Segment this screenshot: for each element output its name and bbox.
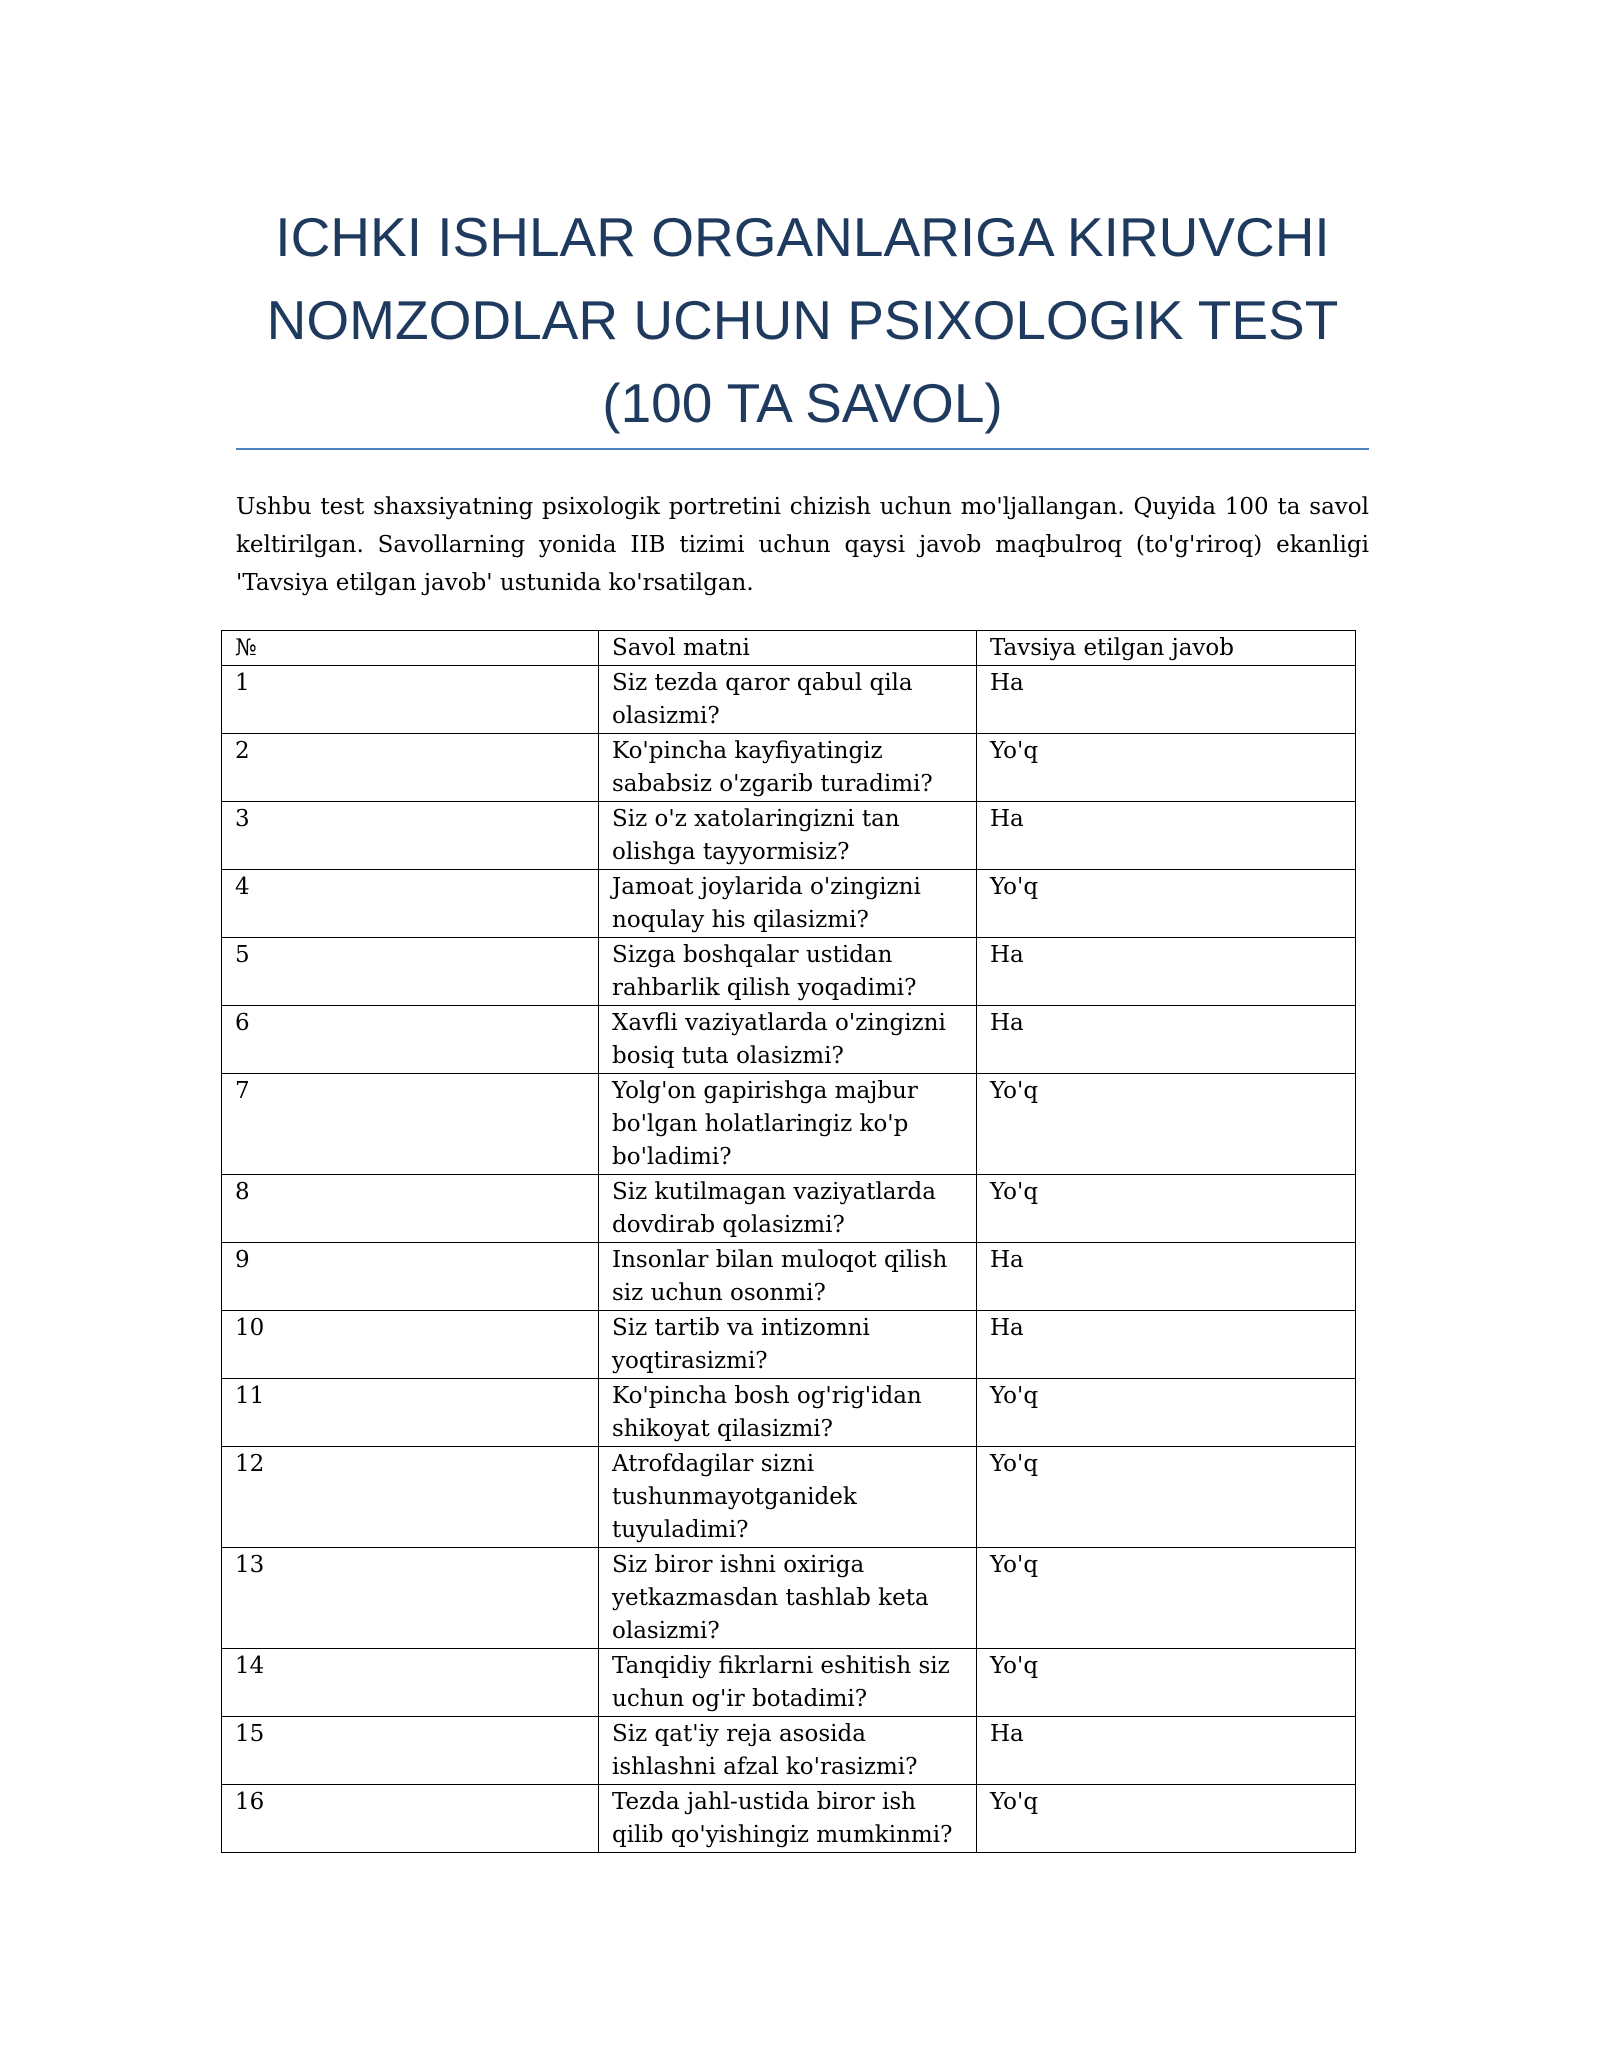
table-row: [222, 1311, 1356, 1379]
row-number: 7: [222, 1074, 599, 1175]
row-question: Siz kutilmagan vaziyatlarda dovdirab qolasizmi?: [599, 1175, 977, 1243]
table-row: [222, 1447, 1356, 1548]
row-number: 9: [222, 1243, 599, 1311]
row-answer: Yo'q: [977, 1548, 1356, 1649]
row-answer: Yo'q: [977, 1175, 1356, 1243]
row-question: Yolg'on gapirishga majbur bo'lgan holatlaringiz ko'p bo'ladimi?: [599, 1074, 977, 1175]
header-number: №: [222, 631, 599, 666]
table-row: [222, 802, 1356, 870]
table-row: [222, 1006, 1356, 1074]
row-answer: Ha: [977, 938, 1356, 1006]
row-answer: Yo'q: [977, 1649, 1356, 1717]
row-number: 12: [222, 1447, 599, 1548]
row-answer: Ha: [977, 1006, 1356, 1074]
row-question: Sizga boshqalar ustidan rahbarlik qilish yoqadimi?: [599, 938, 977, 1006]
row-question: Atrofdagilar sizni tushunmayotganidek tuyuladimi?: [599, 1447, 977, 1548]
row-question: Jamoat joylarida o'zingizni noqulay his qilasizmi?: [599, 870, 977, 938]
row-question: Ko'pincha bosh og'rig'idan shikoyat qilasizmi?: [599, 1379, 977, 1447]
row-answer: Yo'q: [977, 870, 1356, 938]
row-question: Xavfli vaziyatlarda o'zingizni bosiq tuta olasizmi?: [599, 1006, 977, 1074]
header-answer: Tavsiya etilgan javob: [977, 631, 1356, 666]
row-number: 8: [222, 1175, 599, 1243]
row-number: 6: [222, 1006, 599, 1074]
table-row: [222, 1717, 1356, 1785]
row-number: 14: [222, 1649, 599, 1717]
row-number: 10: [222, 1311, 599, 1379]
row-answer: Yo'q: [977, 1074, 1356, 1175]
table-row: [222, 1785, 1356, 1853]
intro-paragraph: Ushbu test shaxsiyatning psixologik portretini chizish uchun mo'ljallangan. Quyida 100 ta savol keltirilgan. Savollarning yonida IIB tizimi uchun qaysi javob maqbulroq (to'g'riroq) ekanligi 'Tavsiya etilgan javob' ustunida ko'rsatilgan.: [236, 494, 1369, 596]
row-question: Tezda jahl-ustida biror ish qilib qo'yishingiz mumkinmi?: [599, 1785, 977, 1853]
table-row: [222, 870, 1356, 938]
row-question: Siz qat'iy reja asosida ishlashni afzal ko'rasizmi?: [599, 1717, 977, 1785]
row-answer: Yo'q: [977, 734, 1356, 802]
row-question: Tanqidiy fikrlarni eshitish siz uchun og'ir botadimi?: [599, 1649, 977, 1717]
row-answer: Yo'q: [977, 1785, 1356, 1853]
table-row: [222, 734, 1356, 802]
row-question: Ko'pincha kayfiyatingiz sababsiz o'zgarib turadimi?: [599, 734, 977, 802]
row-number: 1: [222, 666, 599, 734]
row-number: 2: [222, 734, 599, 802]
table-row: [222, 1379, 1356, 1447]
row-answer: Yo'q: [977, 1379, 1356, 1447]
row-question: Siz tezda qaror qabul qila olasizmi?: [599, 666, 977, 734]
table-row: [222, 1243, 1356, 1311]
questions-table: [221, 630, 1356, 1853]
table-row: [222, 938, 1356, 1006]
row-number: 5: [222, 938, 599, 1006]
table-row: [222, 1175, 1356, 1243]
row-number: 11: [222, 1379, 599, 1447]
row-number: 16: [222, 1785, 599, 1853]
title-underline: [236, 448, 1369, 450]
row-number: 3: [222, 802, 599, 870]
table-row: [222, 1074, 1356, 1175]
table-row: [222, 666, 1356, 734]
row-number: 15: [222, 1717, 599, 1785]
row-answer: Yo'q: [977, 1447, 1356, 1548]
row-answer: Ha: [977, 1243, 1356, 1311]
row-answer: Ha: [977, 802, 1356, 870]
header-question: Savol matni: [599, 631, 977, 666]
row-number: 13: [222, 1548, 599, 1649]
table-row: [222, 1548, 1356, 1649]
row-question: Siz biror ishni oxiriga yetkazmasdan tashlab keta olasizmi?: [599, 1548, 977, 1649]
row-answer: Ha: [977, 1311, 1356, 1379]
row-answer: Ha: [977, 666, 1356, 734]
row-question: Siz tartib va intizomni yoqtirasizmi?: [599, 1311, 977, 1379]
document-title: ICHKI ISHLAR ORGANLARIGA KIRUVCHI NOMZODLAR UCHUN PSIXOLOGIK TEST (100 TA SAVOL): [266, 206, 1339, 434]
table-header-row: [222, 631, 1356, 666]
table-row: [222, 1649, 1356, 1717]
row-number: 4: [222, 870, 599, 938]
row-answer: Ha: [977, 1717, 1356, 1785]
row-question: Insonlar bilan muloqot qilish siz uchun osonmi?: [599, 1243, 977, 1311]
row-question: Siz o'z xatolaringizni tan olishga tayyormisiz?: [599, 802, 977, 870]
